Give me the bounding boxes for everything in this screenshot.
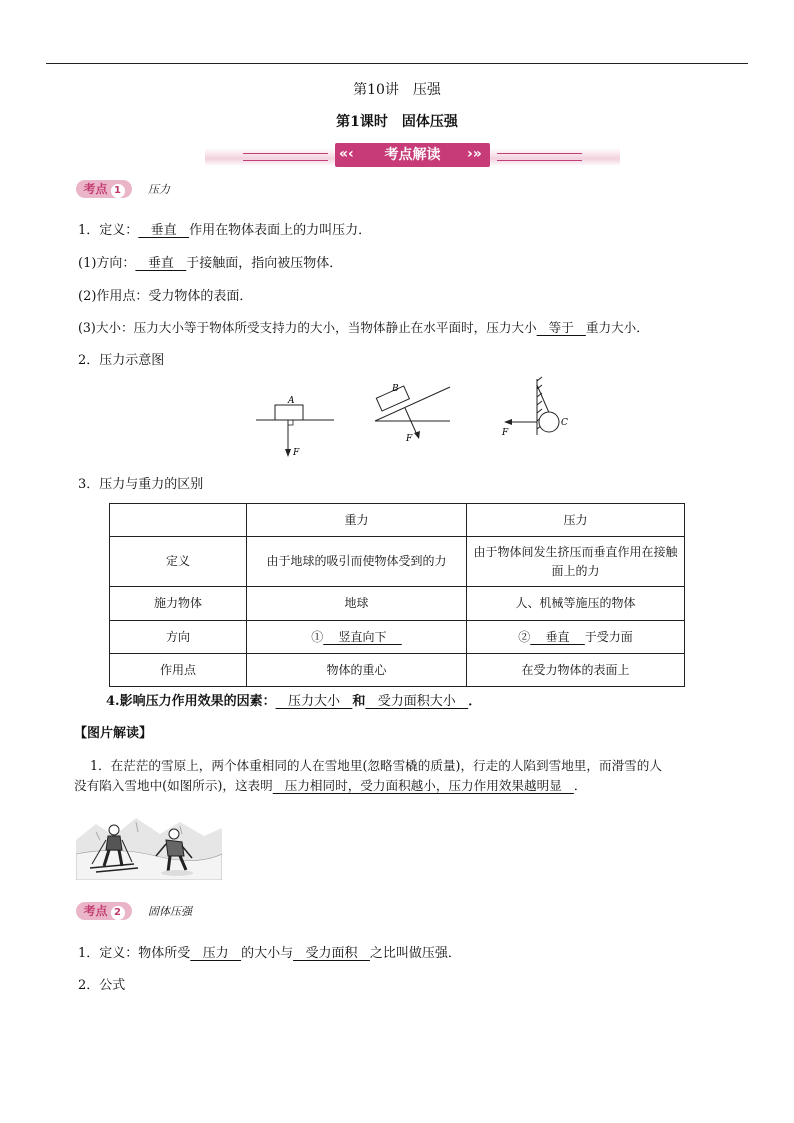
table-cell: ② 垂直 于受力面	[467, 621, 685, 654]
table-cell: 施力物体	[110, 587, 247, 621]
diagram-horizontal	[256, 396, 334, 458]
banner-label: 考点解读	[335, 143, 490, 167]
label-f2: F	[406, 434, 413, 444]
snow-illustration	[76, 810, 222, 880]
diagram-incline	[375, 384, 450, 444]
pressure-definition: 1．定义： 垂直 作用在物体表面上的力叫压力．	[78, 223, 372, 238]
label-f1: F	[293, 448, 300, 458]
table-cell: 由于物体间发生挤压而垂直作用在接触面上的力	[467, 537, 685, 587]
picture-reading-line2: 没有陷入雪地中(如图所示)，这表明 压力相同时，受力面积越小，压力作用效果越明显 ．	[74, 778, 587, 793]
exam-point-badge: 考点 1	[76, 180, 132, 198]
table-cell: ① 竖直向下	[247, 621, 467, 654]
answer-blank: 垂直	[138, 223, 190, 238]
table-cell: 人、机械等施压的物体	[467, 587, 685, 621]
label-f3: F	[502, 428, 509, 438]
lesson-title: 第1课时 固体压强	[336, 114, 458, 130]
table-header-gravity: 重力	[247, 504, 467, 537]
table-row	[110, 504, 685, 537]
exam-point-title: 压力	[148, 183, 170, 196]
lecture-title: 第10讲 压强	[353, 82, 441, 98]
answer-blank: 受力面积	[293, 946, 370, 961]
table-cell: 地球	[247, 587, 467, 621]
exam-point-title: 固体压强	[148, 905, 192, 918]
answer-blank: 垂直	[530, 629, 585, 644]
label-b: B	[392, 384, 399, 394]
table-cell: 物体的重心	[247, 654, 467, 687]
label-c: C	[561, 418, 568, 428]
gravity-pressure-table	[109, 503, 685, 687]
pressure-direction: (1)方向： 垂直 于接触面，指向被压物体．	[78, 256, 343, 271]
table-row	[110, 621, 685, 654]
answer-blank: 压力大小	[275, 694, 353, 709]
chevron-right-icon: ›»	[467, 146, 482, 162]
exam-point-1-header	[76, 180, 236, 198]
factors-line: 4.影响压力作用效果的因素： 压力大小 和 受力面积大小 ．	[106, 694, 482, 709]
formula-heading: 2．公式	[78, 978, 126, 993]
section-banner	[205, 142, 620, 170]
table-row	[110, 537, 685, 587]
table-cell	[110, 504, 247, 537]
pressure-point: (2)作用点：受力物体的表面．	[78, 289, 253, 304]
table-row	[110, 587, 685, 621]
table-cell: 由于地球的吸引而使物体受到的力	[247, 537, 467, 587]
exam-point-2-header	[76, 902, 256, 920]
table-cell: 在受力物体的表面上	[467, 654, 685, 687]
pressure-diagrams	[250, 375, 580, 465]
header-rule	[46, 63, 748, 64]
exam-point-badge: 考点 2	[76, 902, 132, 920]
answer-blank: 压力	[190, 946, 242, 961]
answer-blank: 等于	[536, 320, 586, 335]
pressure-strength-definition: 1．定义：物体所受 压力 的大小与 受力面积 之比叫做压强．	[78, 946, 461, 961]
compare-heading: 3．压力与重力的区别	[78, 477, 204, 492]
table-header-pressure: 压力	[467, 504, 685, 537]
table-cell: 作用点	[110, 654, 247, 687]
chevron-left-icon: «‹	[339, 146, 354, 162]
label-a: A	[288, 396, 295, 406]
answer-blank: 竖直向下	[323, 629, 402, 644]
picture-reading-line1: 1．在茫茫的雪原上，两个体重相同的人在雪地里(忽略雪橇的质量)，行走的人陷到雪地里，而滑雪的人	[90, 758, 662, 773]
table-cell: 定义	[110, 537, 247, 587]
diagram-heading: 2．压力示意图	[78, 353, 165, 368]
answer-blank: 受力面积大小	[365, 694, 469, 709]
picture-reading-heading: 【图片解读】	[74, 726, 153, 741]
table-cell: 方向	[110, 621, 247, 654]
pressure-magnitude: (3)大小：压力大小等于物体所受支持力的大小，当物体静止在水平面时，压力大小 等于 重力大小．	[78, 320, 649, 335]
diagram-wall	[501, 377, 568, 438]
table-row	[110, 654, 685, 687]
answer-blank: 压力相同时，受力面积越小，压力作用效果越明显	[272, 778, 574, 793]
answer-blank: 垂直	[135, 256, 187, 271]
